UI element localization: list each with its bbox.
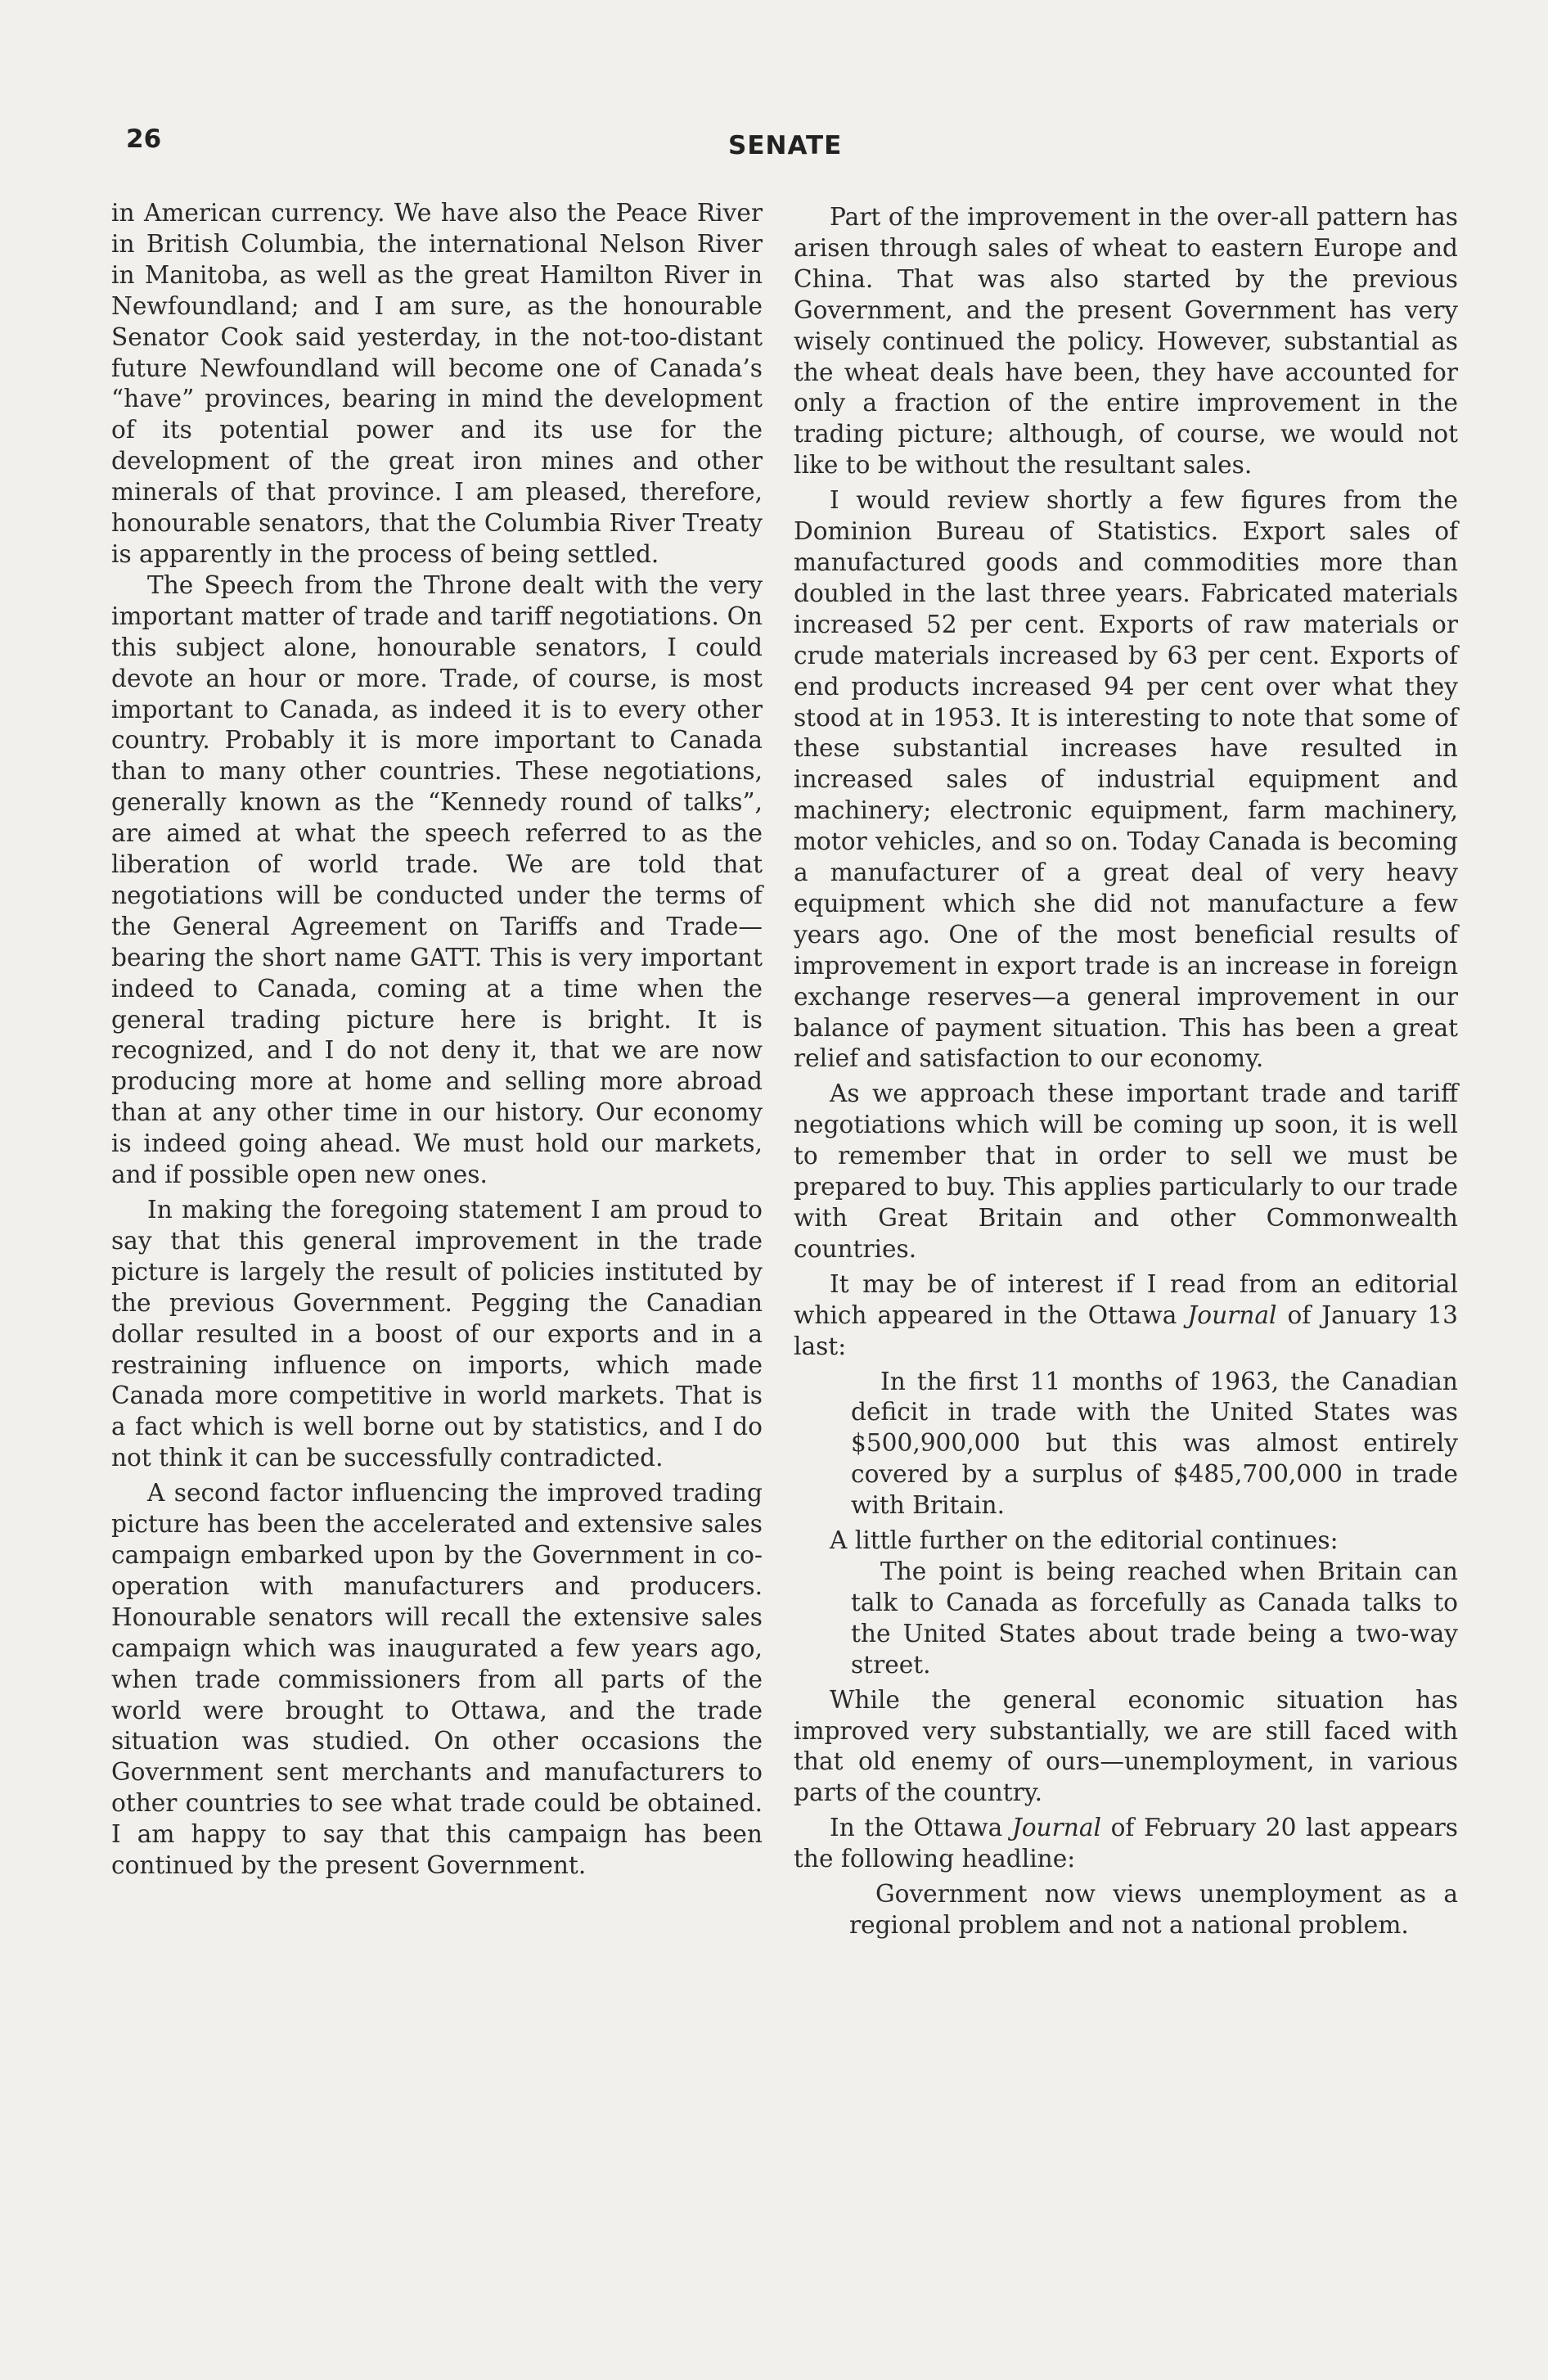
paragraph <box>794 1269 1458 1363</box>
paragraph: A little further on the editorial continues: <box>830 1526 1339 1555</box>
journal-title: Journal <box>1011 1814 1101 1842</box>
paragraph-text: of January 13 last: <box>794 1300 1458 1360</box>
page-number: 26 <box>126 124 162 154</box>
paragraph-text: In the Ottawa <box>830 1814 1012 1842</box>
paragraph-text: It may be of interest if I read from an editorial which appeared in the Ottawa <box>794 1269 1458 1329</box>
paragraph <box>794 1813 1458 1875</box>
journal-title: Journal <box>1187 1300 1277 1329</box>
paragraph: The Speech from the Throne dealt with the very important matter of trade and tariff negotiations. On this subject alone, honourable senators, I could devote an hour or more. Trade, of course, is most important to Canada, as indeed it is to every other country. Probably it is more important to Canada than to many other countries. These negotiations, generally known as the “Kennedy round of talks”, are aimed at what the speech referred to as the liberation of world trade. We are told that negotiations will be conducted under the terms of the General Agreement on Tariffs and Trade—bearing the short name GATT. This is very important indeed to Canada, coming at a time when the general trading picture here is bright. It is recognized, and I do not deny it, that we are now producing more at home and selling more abroad than at any other time in our history. Our economy is indeed going ahead. We must hold our markets, and if possible open new ones. <box>111 570 763 1189</box>
paragraph: Part of the improvement in the over-all pattern has arisen through sales of wheat to eastern Europe and China. That was also started by the previous Government, and the present Government has very wisely continued the policy. However, substantial as the wheat deals have been, they have accounted for only a fraction of the entire improvement in the trading picture; although, of course, we would not like to be without the resultant sales. <box>794 203 1458 480</box>
paragraph: As we approach these important trade and tariff negotiations which will be coming up soon, it is well to remember that in order to sell we must be prepared to buy. This applies particularly to our trade with Great Britain and other Commonwealth countries. <box>794 1080 1458 1263</box>
block-quote: In the first 11 months of 1963, the Canadian deficit in trade with the United States was $500,900,000 but this was almost entirely covered by a surplus of $485,700,000 in trade with Britain. <box>851 1367 1458 1520</box>
block-quote: Government now views unemployment as a regional problem and not a national problem. <box>849 1880 1458 1939</box>
left-column <box>111 198 763 1882</box>
right-column <box>794 202 1458 1941</box>
paragraph: In making the foregoing statement I am proud to say that this general improvement in the trade picture is largely the result of policies instituted by the previous Government. Pegging the Canadian dollar resulted in a boost of our exports and in a restraining influence on imports, which made Canada more competitive in world markets. That is a fact which is well borne out by statistics, and I do not think it can be successfully contradicted. <box>111 1196 763 1472</box>
paragraph: in American currency. We have also the Peace River in British Columbia, the international Nelson River in Manitoba, as well as the great Hamilton River in Newfoundland; and I am sure, as the honourable Senator Cook said yesterday, in the not-too-distant future Newfoundland will become one of Canada’s “have” provinces, bearing in mind the development of its potential power and its use for the development of the great iron mines and other minerals of that province. I am pleased, therefore, honourable senators, that the Columbia River Treaty is apparently in the process of being settled. <box>111 199 763 568</box>
paragraph: I would review shortly a few figures from the Dominion Bureau of Statistics. Export sales of manufactured goods and commodities more than doubled in the last three years. Fabricated materials increased 52 per cent. Exports of raw materials or crude materials increased by 63 per cent. Exports of end products increased 94 per cent over what they stood at in 1953. It is interesting to note that some of these substantial increases have resulted in increased sales of industrial equipment and machinery; electronic equipment, farm machinery, motor vehicles, and so on. Today Canada is becoming a manufacturer of a great deal of very heavy equipment which she did not manufacture a few years ago. One of the most beneficial results of improvement in export trade is an increase in foreign exchange reserves—a general improvement in our balance of payment situation. This has been a great relief and satisfaction to our economy. <box>794 486 1458 1073</box>
page-title: SENATE <box>728 131 843 160</box>
block-quote: The point is being reached when Britain can talk to Canada as forcefully as Canada talks to the United States about trade being a two-way street. <box>851 1557 1458 1679</box>
paragraph-text: of February 20 last appears the following headline: <box>794 1814 1458 1873</box>
paragraph: While the general economic situation has improved very substantially, we are still faced with that old enemy of ours—unemployment, in various parts of the country. <box>794 1685 1458 1807</box>
paragraph: A second factor influencing the improved trading picture has been the accelerated and extensive sales campaign embarked upon by the Government in co-operation with manufacturers and producers. Honourable senators will recall the extensive sales campaign which was inaugurated a few years ago, when trade commissioners from all parts of the world were brought to Ottawa, and the trade situation was studied. On other occasions the Government sent merchants and manufacturers to other countries to see what trade could be obtained. I am happy to say that this campaign has been continued by the present Government. <box>111 1479 763 1880</box>
